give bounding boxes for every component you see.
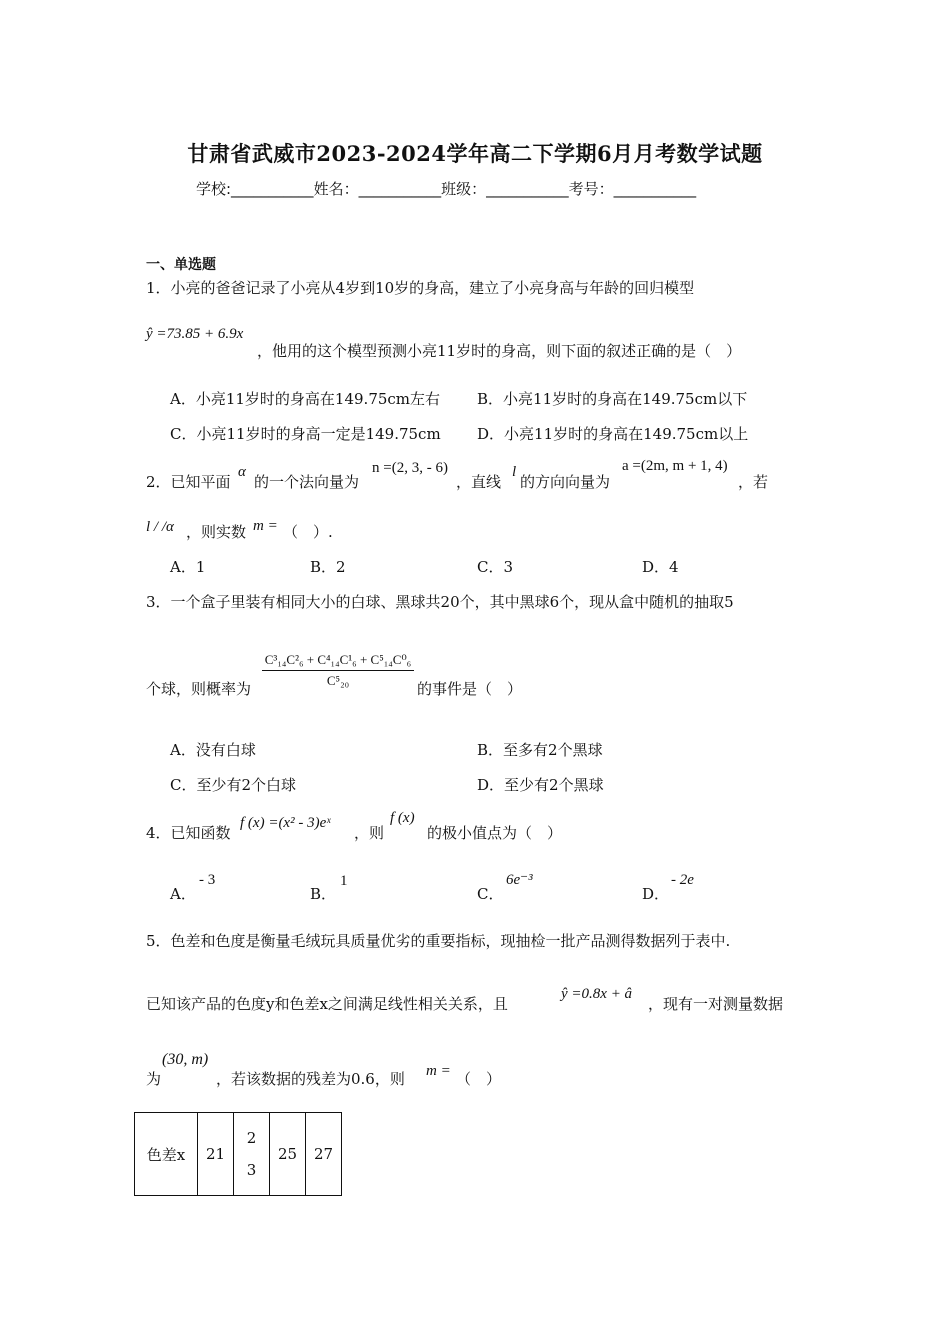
q3-option-b[interactable]: B．至多有2个黑球 [477,741,603,759]
q3-fraction-denominator: C⁵₂₀ [326,673,350,688]
q1-option-a[interactable]: A．小亮11岁时的身高在149.75cm左右 [170,390,441,408]
q2-m: m = [253,518,278,534]
table-header-cell: 色差x [135,1113,198,1196]
q2-option-c[interactable]: C．3 [477,558,514,576]
q2-text-3: ，直线 [456,473,502,491]
q4-option-b-value: 1 [340,873,348,889]
q5-text-3-prefix: 为 [146,1070,162,1088]
q2-direction-vector: a =(2m, m + 1, 4) [622,458,728,474]
q3-option-a[interactable]: A．没有白球 [170,741,256,759]
table-cell [234,1113,270,1196]
q3-option-d[interactable]: D．至少有2个黑球 [477,776,604,794]
q4-option-d-value: - 2e [671,872,694,888]
q5-stem: 5．色差和色度是衡量毛绒玩具质量优劣的重要指标，现抽检一批产品测得数据列于表中. [146,932,731,950]
table-cell: 21 [198,1113,234,1196]
q1-option-d[interactable]: D．小亮11岁时的身高在149.75cm以上 [477,425,749,443]
q5-text-1: 已知该产品的色度y和色差x之间满足线性相关关系，且 [146,995,508,1013]
exam-number-field[interactable]: 考号：___________ [568,180,697,198]
q5-data-point: (30, m) [162,1051,209,1068]
table-cell: 27 [306,1113,342,1196]
q4-option-d-label[interactable]: D． [642,885,670,903]
table-row [135,1113,342,1196]
q3-text-2: 的事件是（ ） [417,680,523,698]
q4-fx: f (x) [390,810,415,826]
q4-option-a-value: - 3 [199,872,216,888]
q3-text-1: 个球，则概率为 [146,680,252,698]
q2-option-a[interactable]: A．1 [170,558,206,576]
table-cell-line: 2 [246,1129,257,1147]
q2-text-4: 的方向向量为 [520,473,611,491]
q2-normal-vector: n =(2, 3, - 6) [372,460,448,476]
q5-regression-equation: ŷ =0.8x + â [561,986,633,1002]
q3-stem: 3．一个盒子里装有相同大小的白球、黑球共20个，其中黑球6个，现从盒中随机的抽取5 [146,593,734,611]
q2-option-d[interactable]: D．4 [642,558,679,576]
q2-alpha: α [238,464,246,480]
section-heading: 一、单选题 [146,257,216,273]
table-cell-line: 3 [246,1161,257,1179]
q1-option-c[interactable]: C．小亮11岁时的身高一定是149.75cm [170,425,441,443]
q1-option-b[interactable]: B．小亮11岁时的身高在149.75cm以下 [477,390,748,408]
q5-text-2: ，现有一对测量数据 [648,995,784,1013]
q4-text-2: ，则 [354,824,385,842]
q3-option-c[interactable]: C．至少有2个白球 [170,776,297,794]
q5-data-table [134,1112,342,1196]
q1-stem: 1．小亮的爸爸记录了小亮从4岁到10岁的身高，建立了小亮身高与年龄的回归模型 [146,279,695,297]
q3-fraction-bar [262,670,414,671]
q4-function: f (x) =(x² - 3)eˣ [240,815,331,831]
q2-condition: l / /α [146,519,174,535]
q5-m: m = [426,1063,451,1079]
table-cell: 25 [270,1113,306,1196]
q2-line-l: l [512,464,517,480]
q2-option-b[interactable]: B．2 [310,558,346,576]
q2-text-7: （ ）. [283,523,333,541]
q4-option-c-value: 6e⁻³ [506,872,533,888]
q5-text-3: ，若该数据的残差为0.6，则 [216,1070,405,1088]
class-field[interactable]: 班级：___________ [441,180,569,198]
page-title: 甘肃省武威市2023-2024学年高二下学期6月月考数学试题 [187,141,763,166]
student-info-line [196,178,696,199]
q2-text-6: ，则实数 [186,523,247,541]
q2-text-5: ，若 [738,473,769,491]
q4-option-a-label[interactable]: A． [170,885,196,903]
q4-text-1: 4．已知函数 [146,824,231,842]
q2-text-2: 的一个法向量为 [254,473,360,491]
q2-text-1: 2．已知平面 [146,473,231,491]
name-field[interactable]: 姓名：___________ [313,180,442,198]
q4-text-3: 的极小值点为（ ） [427,824,563,842]
q5-text-4: （ ） [456,1070,502,1088]
school-field[interactable]: 学校:___________ [196,180,314,198]
q3-probability-fraction [262,652,414,689]
q1-formula: ŷ =73.85 + 6.9x [146,326,244,342]
q4-option-b-label[interactable]: B． [310,885,337,903]
q3-fraction-numerator: C³₁₄C²₆ + C⁴₁₄C¹₆ + C⁵₁₄C⁰₆ [264,652,412,667]
q1-stem-cont: ，他用的这个模型预测小亮11岁时的身高，则下面的叙述正确的是（ ） [257,342,742,360]
q4-option-c-label[interactable]: C． [477,885,504,903]
